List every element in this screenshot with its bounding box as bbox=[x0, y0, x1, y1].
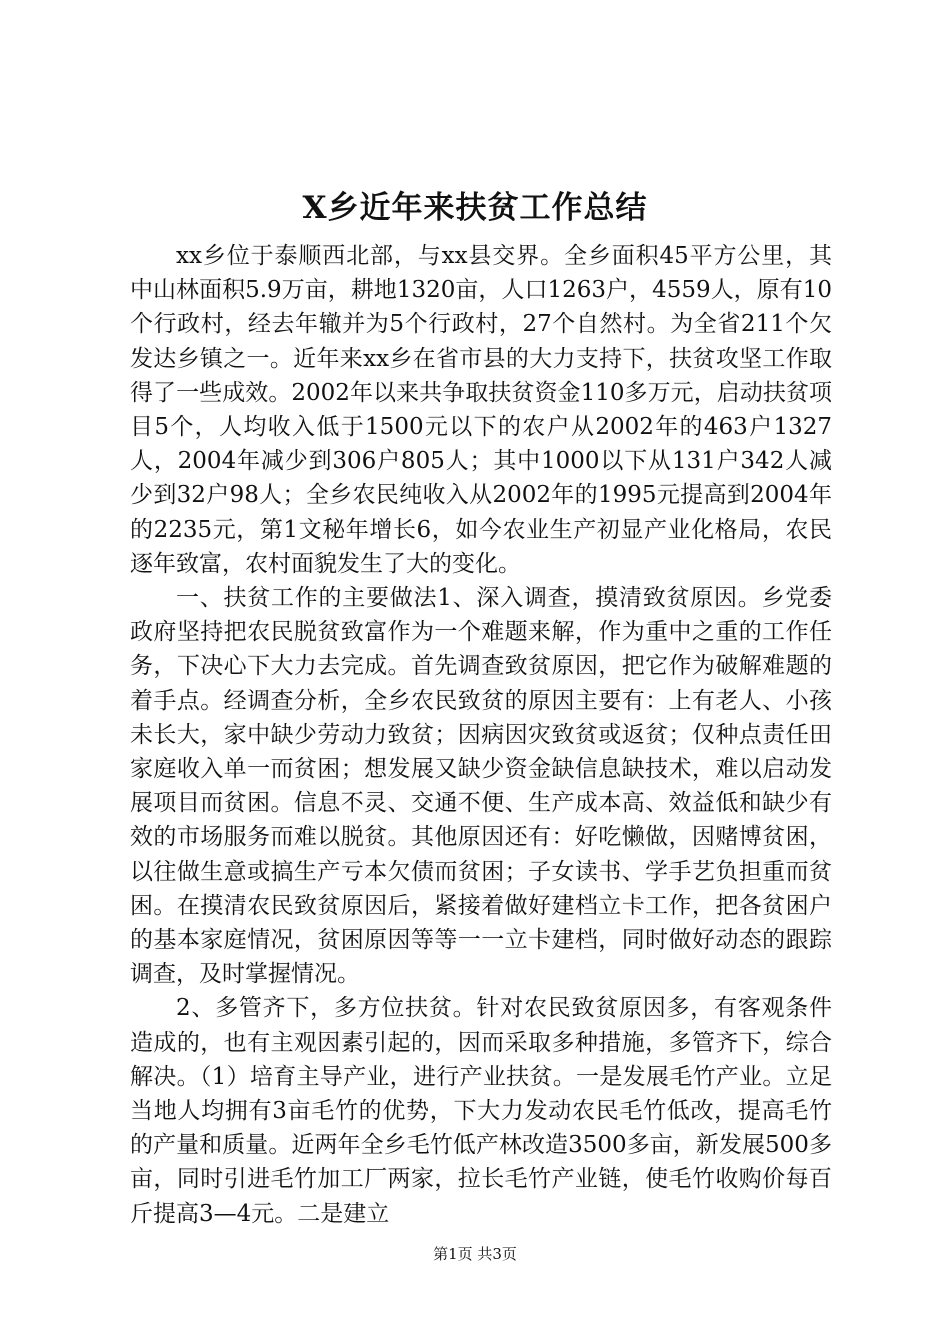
paragraph-main-methods: 一、扶贫工作的主要做法1、深入调查，摸清致贫原因。乡党委政府坚持把农民脱贫致富作为一个难题来解，作为重中之重的工作任务，下决心下大力去完成。首先调查致贫原因，把它作为破解难题的着手点。经调查分析，全乡农民致贫的原因主要有：上有老人、小孩未长大，家中缺少劳动力致贫；因病因灾致贫或返贫；仅种点责任田家庭收入单一而贫困；想发展又缺少资金缺信息缺技术，难以启动发展项目而贫困。信息不灵、交通不便、生产成本高、效益低和缺少有效的市场服务而难以脱贫。其他原因还有：好吃懒做，因赌博贫困，以往做生意或搞生产亏本欠债而贫困；子女读书、学手艺负担重而贫困。在摸清农民致贫原因后，紧接着做好建档立卡工作，把各贫困户的基本家庭情况，贫困原因等等一一立卡建档，同时做好动态的跟踪调查，及时掌握情况。 bbox=[130, 585, 832, 988]
document-body bbox=[130, 239, 832, 1231]
page-number-footer: 第1页 共3页 bbox=[433, 1245, 517, 1263]
paragraph-multi-measures: 2、多管齐下，多方位扶贫。针对农民致贫原因多，有客观条件造成的，也有主观因素引起的，因而采取多种措施，多管齐下，综合解决。（1）培育主导产业，进行产业扶贫。一是发展毛竹产业。立足当地人均拥有3亩毛竹的优势，下大力发动农民毛竹低改，提高毛竹的产量和质量。近两年全乡毛竹低产林改造3500多亩，新发展500多亩，同时引进毛竹加工厂两家，拉长毛竹产业链，使毛竹收购价每百斤提高3—4元。二是建立 bbox=[130, 995, 832, 1227]
document-title: X乡近年来扶贫工作总结 bbox=[302, 190, 648, 226]
paragraph-intro: xx乡位于泰顺西北部，与xx县交界。全乡面积45平方公里，其中山林面积5.9万亩，耕地1320亩，人口1263户，4559人，原有10个行政村，经去年辙并为5个行政村，27个自然村。为全省211个欠发达乡镇之一。近年来xx乡在省市县的大力支持下，扶贫攻坚工作取得了一些成效。2002年以来共争取扶贫资金110多万元，启动扶贫项目5个，人均收入低于1500元以下的农户从2002年的463户1327人，2004年减少到306户805人；其中1000以下从131户342人减少到32户98人；全乡农民纯收入从2002年的1995元提高到2004年的2235元，第1文秘年增长6，如今农业生产初显产业化格局，农民逐年致富，农村面貌发生了大的变化。 bbox=[130, 243, 832, 577]
